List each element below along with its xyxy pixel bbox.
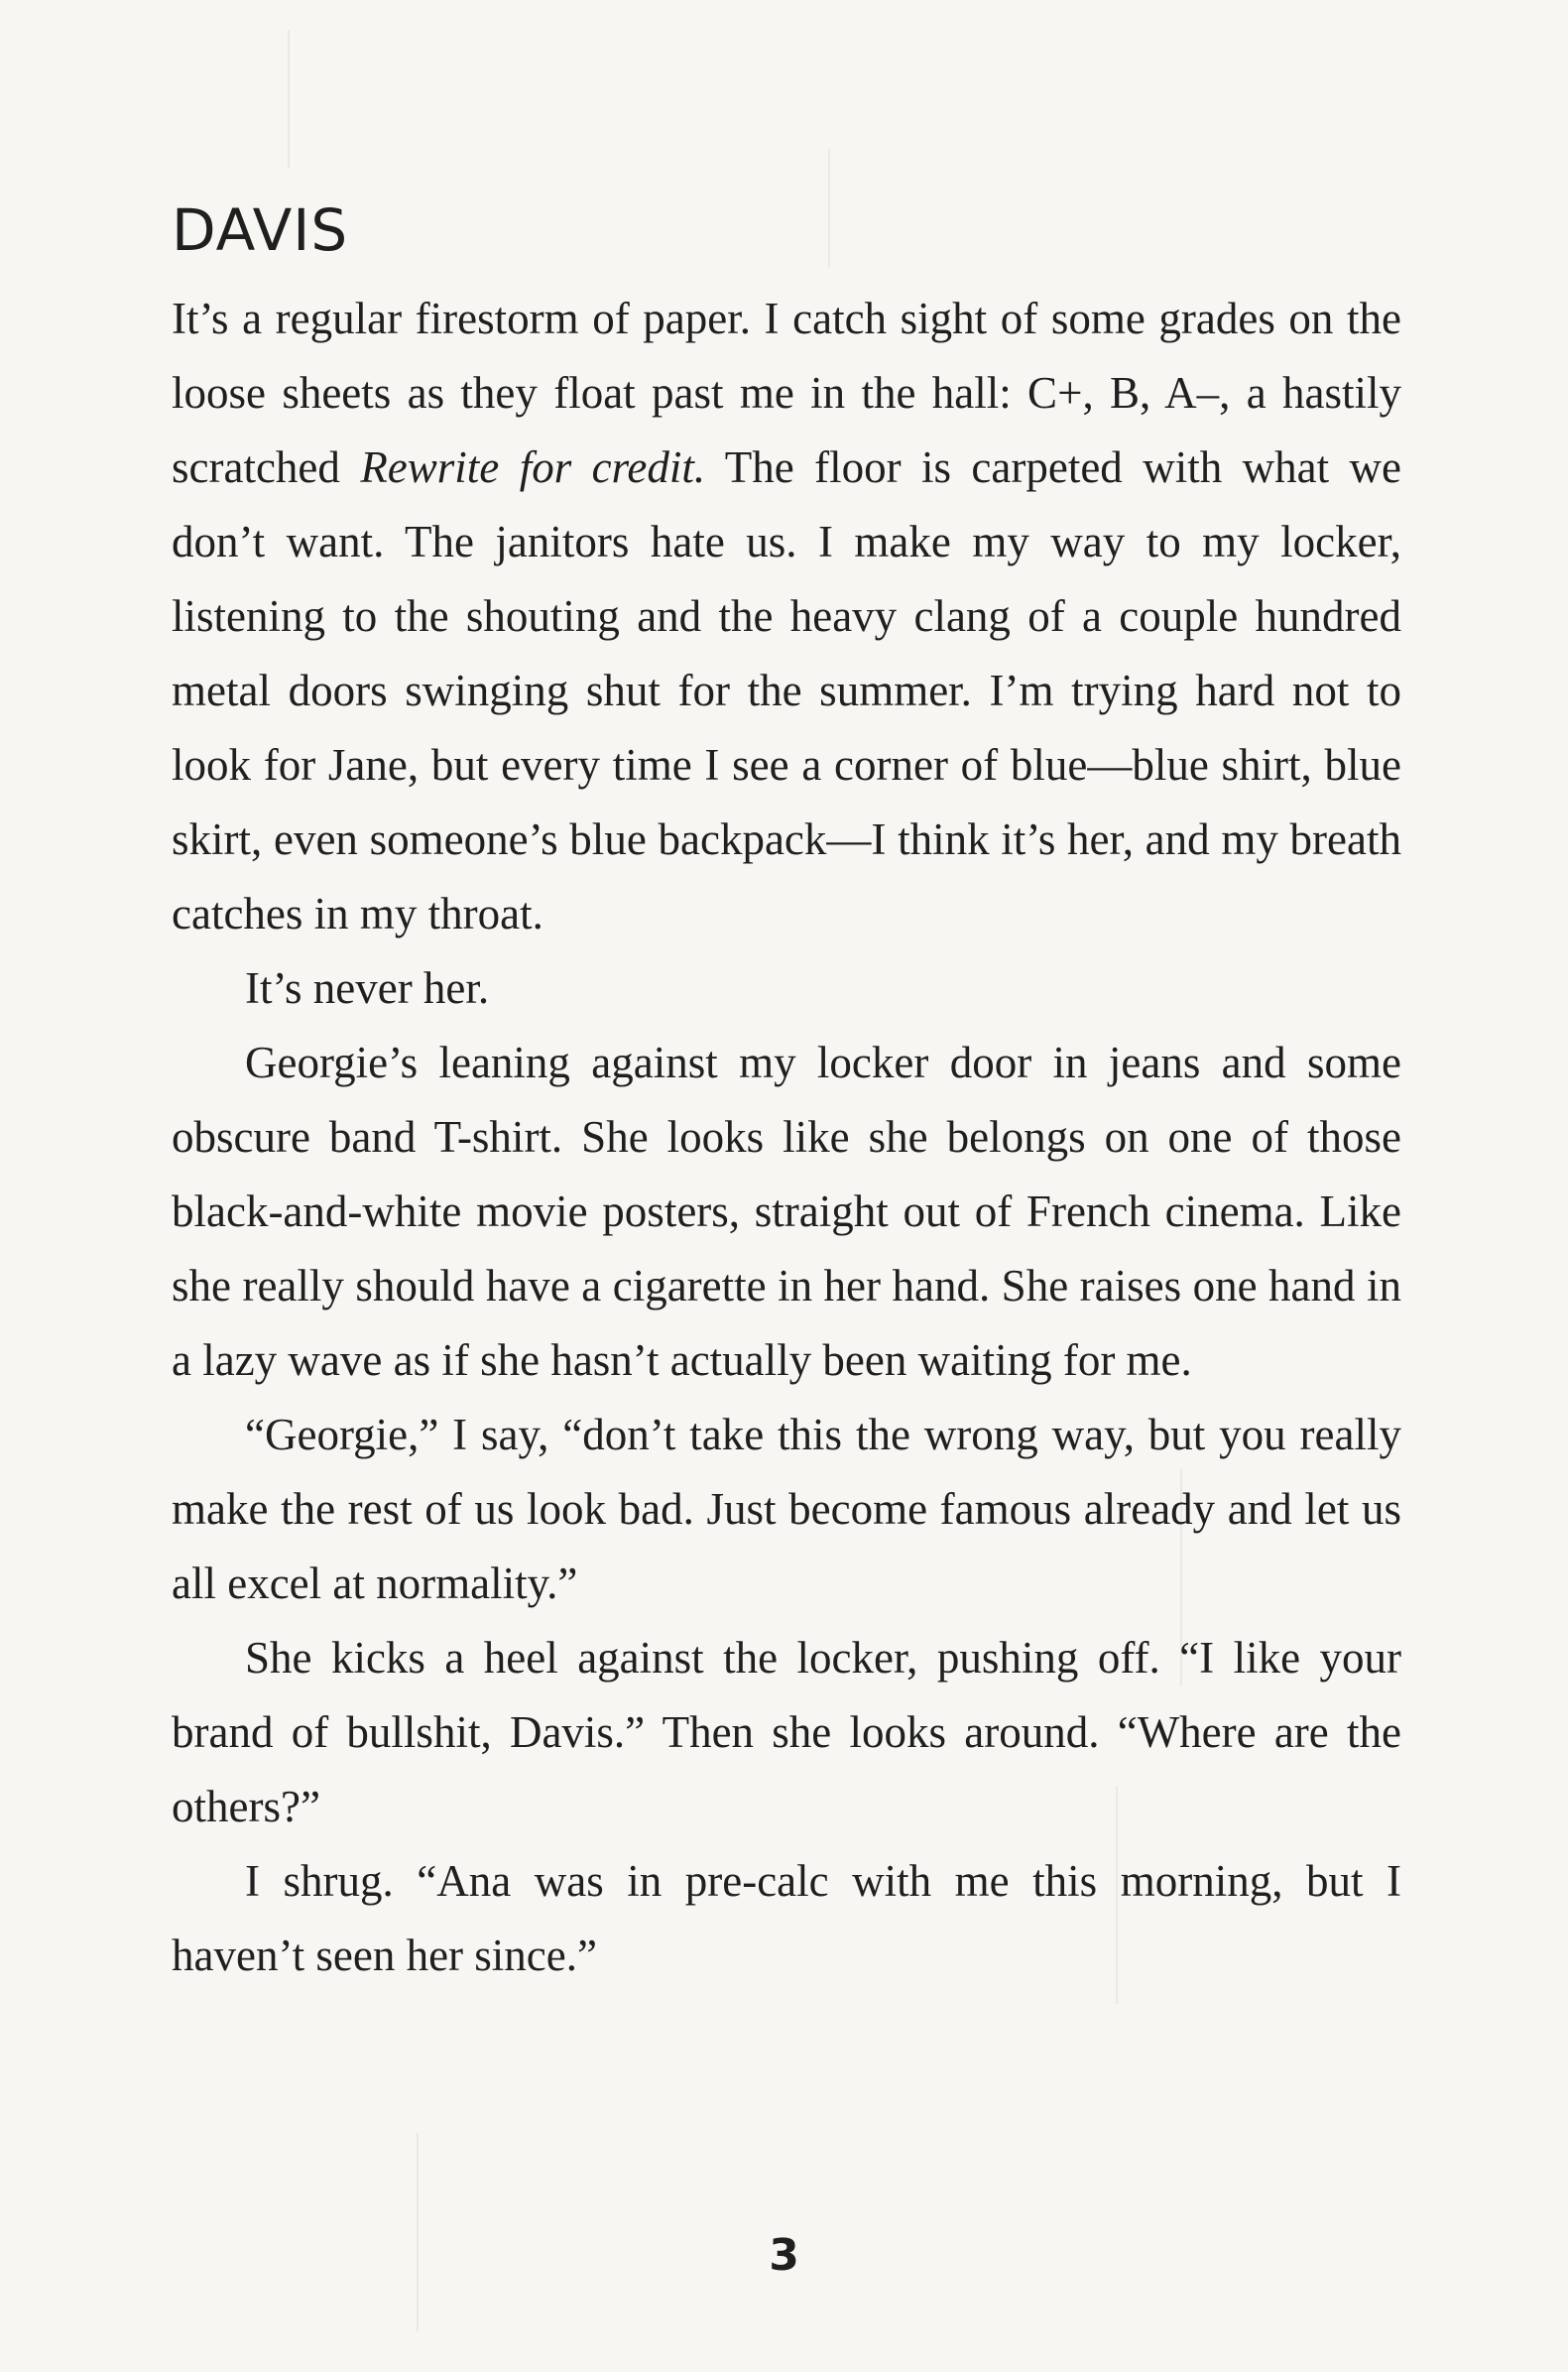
- paragraph: Georgie’s leaning against my locker door in jeans and some obscure band T-shirt. She looks like she belongs on one of those black-and-white movie posters, straight out of French cinema. Like she really should have a cigarette in her hand. She raises one hand in a lazy wave as if she hasn’t actually been waiting for me.: [172, 1038, 1401, 1385]
- italic-phrase: Rewrite for credit.: [360, 442, 706, 492]
- chapter-body: [172, 282, 1401, 1993]
- chapter-heading: DAVIS: [172, 196, 349, 264]
- paragraph: [172, 282, 1401, 951]
- paragraph-text: It’s a regular firestorm of paper. I catch sight of some grades on the loose sheets as they float past me in the hall: C+, B, A–, a hastily scratched: [172, 294, 1401, 492]
- paragraph-text: The floor is carpeted with what we don’t want. The janitors hate us. I make my way to my locker, listening to the shouting and the heavy clang of a couple hundred metal doors swinging shut for the summer. I’m trying hard not to look for Jane, but every time I see a corner of blue—blue shirt, blue skirt, even someone’s blue backpack—I think it’s her, and my breath catches in my throat.: [172, 442, 1401, 938]
- paragraph: She kicks a heel against the locker, pushing off. “I like your brand of bullshit, Davis.” Then she looks around. “Where are the others?”: [172, 1633, 1401, 1831]
- paragraph: I shrug. “Ana was in pre-calc with me this morning, but I haven’t seen her since.”: [172, 1856, 1401, 1980]
- scan-artifact: [288, 30, 290, 169]
- page-number: 3: [769, 2230, 799, 2281]
- paragraph: It’s never her.: [245, 963, 490, 1013]
- scan-artifact: [828, 149, 830, 268]
- paragraph: “Georgie,” I say, “don’t take this the wrong way, but you really make the rest of us look bad. Just become famous already and let us all excel at normality.”: [172, 1410, 1401, 1608]
